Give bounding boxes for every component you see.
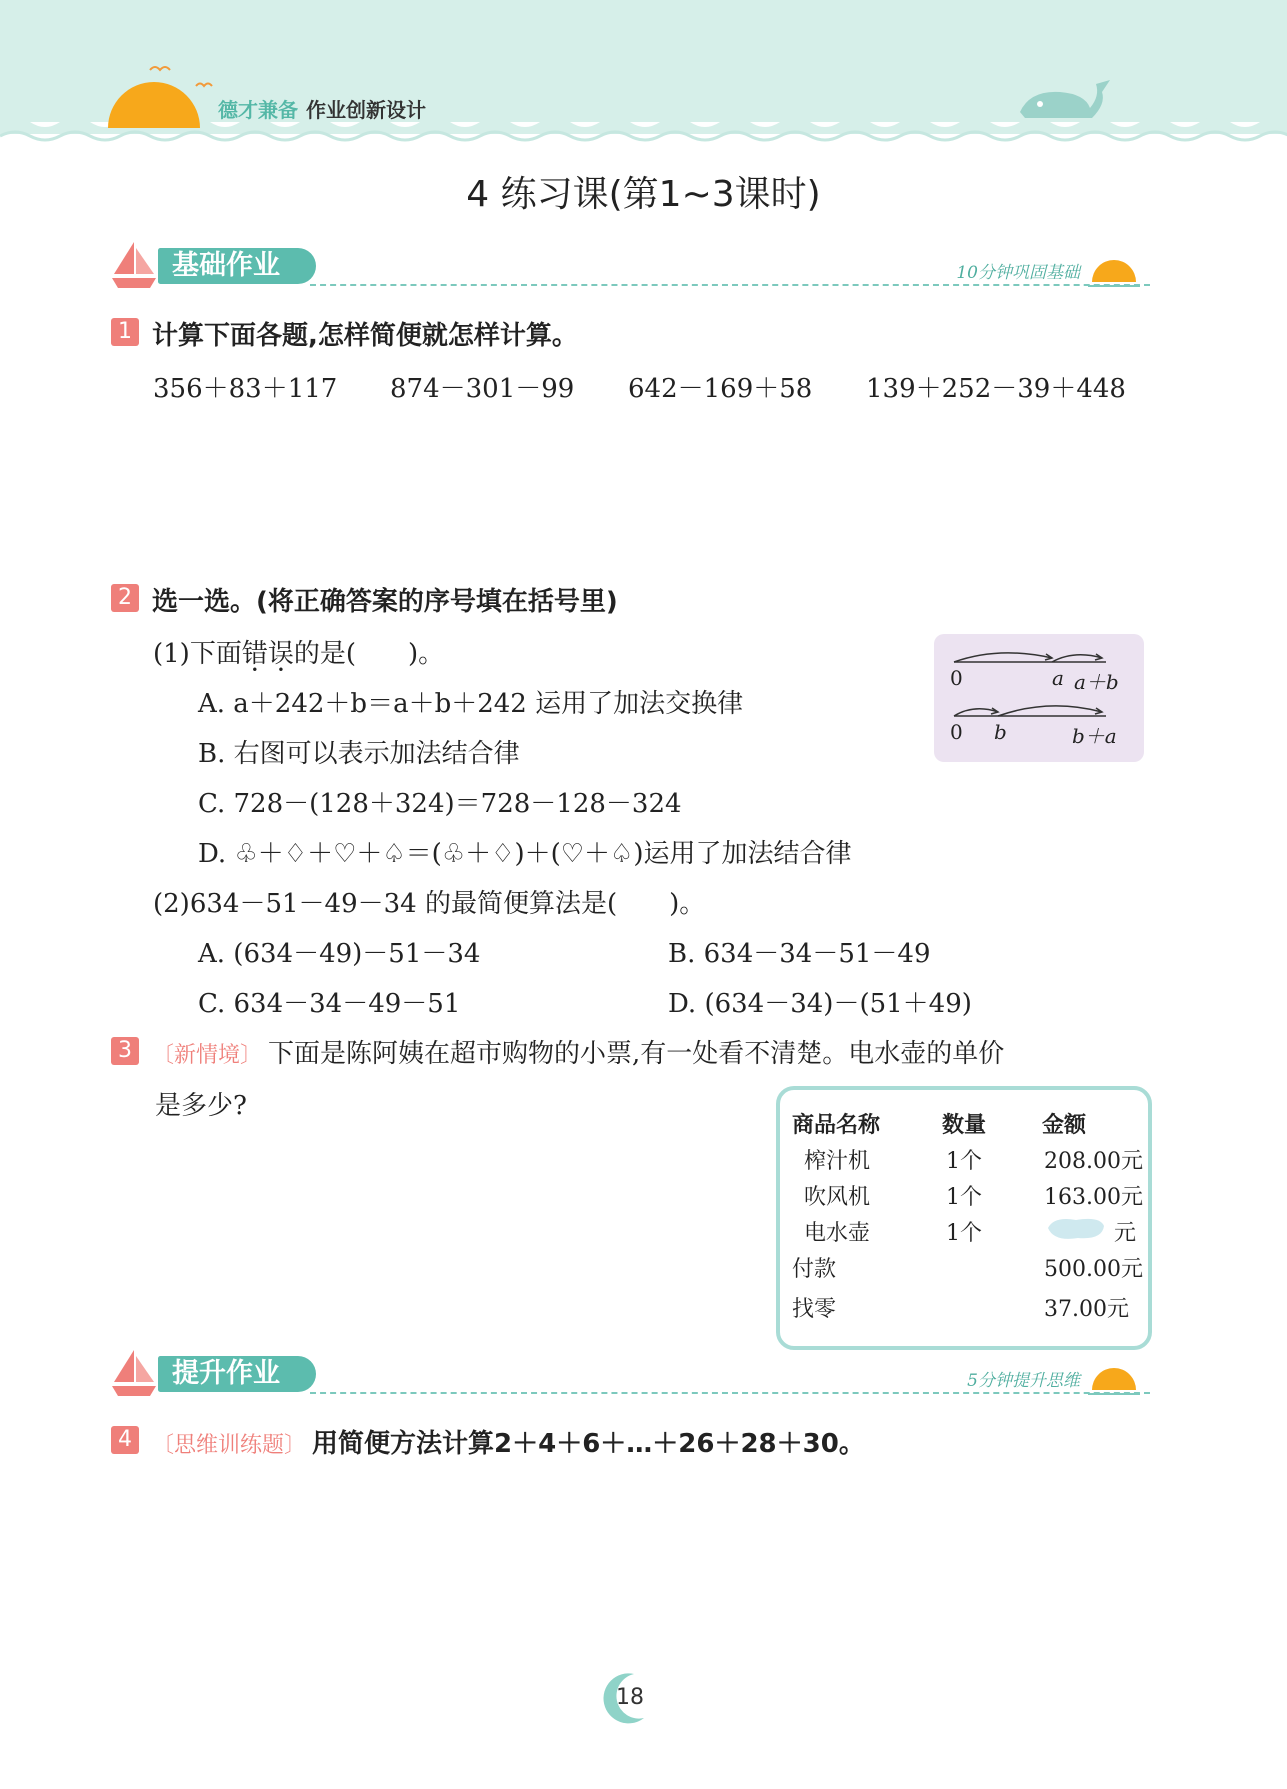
- q2-part2-option-b: B. 634－34－51－49: [668, 939, 931, 969]
- question-3-text-cont: 是多少?: [155, 1091, 247, 1121]
- question-number-3: 3: [111, 1037, 139, 1065]
- section-divider: [310, 1392, 1150, 1394]
- receipt-header: 金额: [1042, 1113, 1087, 1138]
- q1-expression: 874－301－99: [390, 374, 575, 404]
- question-number-4: 4: [111, 1426, 139, 1454]
- emphasis-char: 误: [267, 639, 294, 669]
- section-advanced-label: 提升作业: [158, 1356, 316, 1392]
- sunset-icon: [1086, 254, 1142, 290]
- q1-expression: 642－169＋58: [628, 374, 813, 404]
- section-basic-tag: 10分钟巩固基础: [956, 263, 1080, 283]
- question-4-tag: 〔思维训练题〕: [152, 1433, 307, 1458]
- question-4-body: 用简便方法计算2＋4＋6＋…＋26＋28＋30。: [312, 1429, 865, 1459]
- question-3-text: [152, 1033, 1004, 1070]
- q2-part1-suffix: 的是( )。: [293, 639, 445, 669]
- receipt-item-qty: 1个: [946, 1221, 982, 1246]
- q2-part2-option-a: A. (634－49)－51－34: [198, 939, 481, 969]
- numline-label: a: [1052, 666, 1064, 690]
- receipt-item-qty: 1个: [946, 1185, 982, 1210]
- q1-expression: 356＋83＋117: [153, 374, 338, 404]
- question-number-2: 2: [111, 584, 139, 612]
- page-title: 4 练习课(第1~3课时): [466, 174, 821, 215]
- q2-option-a: A. a＋242＋b＝a＋b＋242 运用了加法交换律: [198, 689, 744, 719]
- receipt-item-amount: 208.00元: [1044, 1149, 1143, 1174]
- numline-label: b＋a: [1072, 724, 1117, 748]
- q2-part2-option-d: D. (634－34)－(51＋49): [668, 989, 972, 1019]
- emphasis-char: 错: [241, 639, 268, 669]
- brand-name: 德才兼备: [218, 98, 298, 122]
- question-4-text: [152, 1423, 865, 1460]
- question-number-1: 1: [111, 318, 139, 346]
- smudge-mark: [1044, 1214, 1106, 1244]
- section-basic-header: [110, 248, 1150, 298]
- numline-label: a＋b: [1074, 670, 1119, 694]
- receipt-paid-label: 付款: [792, 1257, 837, 1282]
- receipt-header: 商品名称: [792, 1113, 881, 1138]
- receipt: [776, 1086, 1152, 1350]
- receipt-item-name: 榨汁机: [804, 1149, 871, 1174]
- brand-subtitle: 作业创新设计: [306, 98, 426, 122]
- q2-part2-option-c: C. 634－34－49－51: [198, 989, 461, 1019]
- q2-part1-prefix: (1)下面: [153, 639, 242, 669]
- receipt-item-amount: 163.00元: [1044, 1185, 1143, 1210]
- section-advanced-header: [110, 1356, 1150, 1406]
- q2-option-d: D. ♧＋♢＋♡＋♤＝(♧＋♢)＋(♡＋♤)运用了加法结合律: [198, 839, 852, 869]
- receipt-item-qty: 1个: [946, 1149, 982, 1174]
- receipt-change-label: 找零: [792, 1297, 837, 1322]
- number-line-figure: [934, 634, 1144, 762]
- numline-label: 0: [950, 720, 963, 744]
- question-1-text: 计算下面各题,怎样简便就怎样计算。: [152, 321, 578, 351]
- q2-part2-stem: (2)634－51－49－34 的最简便算法是( )。: [153, 889, 706, 919]
- page-number: 18: [616, 1685, 644, 1710]
- sailboat-icon: [110, 240, 158, 292]
- q2-option-b: B. 右图可以表示加法结合律: [198, 739, 520, 769]
- sunset-icon: [1086, 1362, 1142, 1398]
- q2-part1-stem: [153, 633, 444, 670]
- receipt-item-name: 电水壶: [804, 1221, 871, 1246]
- section-advanced-tag: 5分钟提升思维: [967, 1371, 1080, 1391]
- receipt-item-amount: 元: [1114, 1221, 1137, 1246]
- q1-expression: 139＋252－39＋448: [866, 374, 1126, 404]
- receipt-item-name: 吹风机: [804, 1185, 871, 1210]
- numline-label: 0: [950, 666, 963, 690]
- question-3-body: 下面是陈阿姨在超市购物的小票,有一处看不清楚。电水壶的单价: [268, 1039, 1005, 1069]
- q2-option-c: C. 728－(128＋324)＝728－128－324: [198, 789, 682, 819]
- question-2-text: 选一选。(将正确答案的序号填在括号里): [152, 587, 618, 617]
- header-band: [0, 0, 1287, 150]
- receipt-header: 数量: [942, 1113, 987, 1138]
- question-3-tag: 〔新情境〕: [152, 1043, 263, 1068]
- receipt-paid-amount: 500.00元: [1044, 1257, 1143, 1282]
- receipt-change-amount: 37.00元: [1044, 1297, 1129, 1322]
- numline-label: b: [994, 720, 1007, 744]
- page-header: [0, 0, 1287, 150]
- sailboat-icon: [110, 1348, 158, 1400]
- section-basic-label: 基础作业: [158, 248, 316, 284]
- section-divider: [310, 284, 1150, 286]
